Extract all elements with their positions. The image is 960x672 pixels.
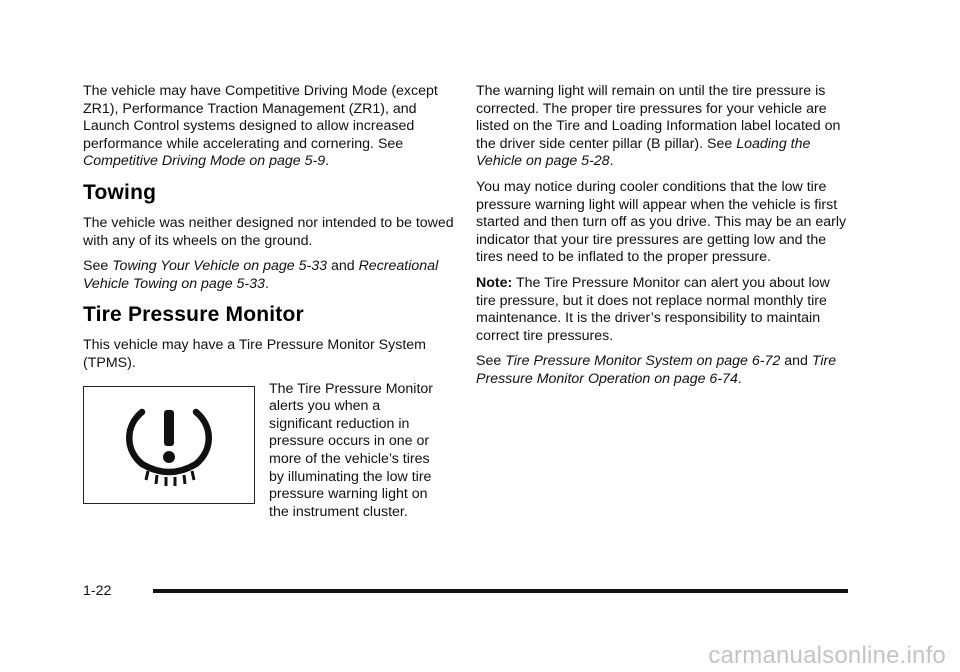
page-footer xyxy=(83,583,848,603)
tpms-figure-box xyxy=(83,386,255,504)
tire-pressure-monitor-system-link[interactable]: Tire Pressure Monitor System on page 6-72 xyxy=(505,353,781,370)
towing-see-end: . xyxy=(264,275,269,292)
tpms-see-also xyxy=(476,353,848,388)
recreational-vehicle-towing-link[interactable]: Recreational Vehicle Towing on page 5-33 xyxy=(83,258,439,292)
note-paragraph xyxy=(476,275,848,345)
loading-the-vehicle-link[interactable]: Loading the Vehicle on page 5-28 xyxy=(476,135,811,170)
low-tire-pressure-warning-icon xyxy=(119,402,219,488)
left-column xyxy=(83,83,455,521)
intro-text: The vehicle may have Competitive Driving Mode (except ZR1), Performance Traction Management (ZR1), and Launch Control systems designed to allow increased performance while accelerating and cornering. See xyxy=(83,83,438,152)
watermark: carmanualsonline.info xyxy=(708,642,946,669)
tpms-see-end: . xyxy=(737,370,742,387)
towing-paragraph: The vehicle was neither designed nor intended to be towed with any of its wheels on the ground. xyxy=(83,214,454,249)
warning-light-text: The warning light will remain on until the tire pressure is corrected. The proper tire pressures for your vehicle are listed on the Tire and Loading Information label located on the driver side center pillar (B pillar). See xyxy=(476,83,841,152)
note-label: Note: xyxy=(476,274,513,291)
tire-pressure-monitor-heading: Tire Pressure Monitor xyxy=(83,303,304,327)
footer-rule xyxy=(153,589,848,593)
note-text: The Tire Pressure Monitor can alert you about low tire pressure, but it does not replace normal monthly tire maintenance. It is the driver’s responsibility to maintain correct tire pressures. xyxy=(476,274,830,344)
tpms-figure-row xyxy=(83,381,455,522)
warning-light-paragraph xyxy=(476,83,848,171)
tpms-and-text: and xyxy=(780,353,812,370)
cooler-conditions-paragraph: You may notice during cooler conditions that the low tire pressure warning light will appear when the vehicle is first started and then turn off as you drive. This may be an early indicator that your tire pressures are getting low and the tires need to be inflated to the proper pressure. xyxy=(476,178,847,266)
towing-your-vehicle-link[interactable]: Towing Your Vehicle on page 5-33 xyxy=(112,258,327,275)
tpms-figure-caption: The Tire Pressure Monitor alerts you when a significant reduction in pressure occurs in one or more of the vehicle’s tires by illuminating the low tire pressure warning light on the instrument cluster. xyxy=(269,380,434,520)
tpms-paragraph: This vehicle may have a Tire Pressure Monitor System (TPMS). xyxy=(83,337,426,371)
intro-end: . xyxy=(325,153,330,170)
intro-paragraph xyxy=(83,83,455,171)
tire-pressure-monitor-operation-link[interactable]: Tire Pressure Monitor Operation on page 6-74 xyxy=(476,353,837,387)
tpms-see-text: See xyxy=(476,353,506,370)
towing-see-also xyxy=(83,258,455,293)
right-column xyxy=(476,83,848,397)
warning-light-end: . xyxy=(609,153,614,170)
competitive-driving-mode-link[interactable]: Competitive Driving Mode on page 5-9 xyxy=(83,153,326,170)
towing-heading: Towing xyxy=(83,180,157,204)
towing-and-text: and xyxy=(327,258,359,275)
towing-see-text: See xyxy=(83,258,113,275)
page-number: 1-22 xyxy=(83,583,112,599)
